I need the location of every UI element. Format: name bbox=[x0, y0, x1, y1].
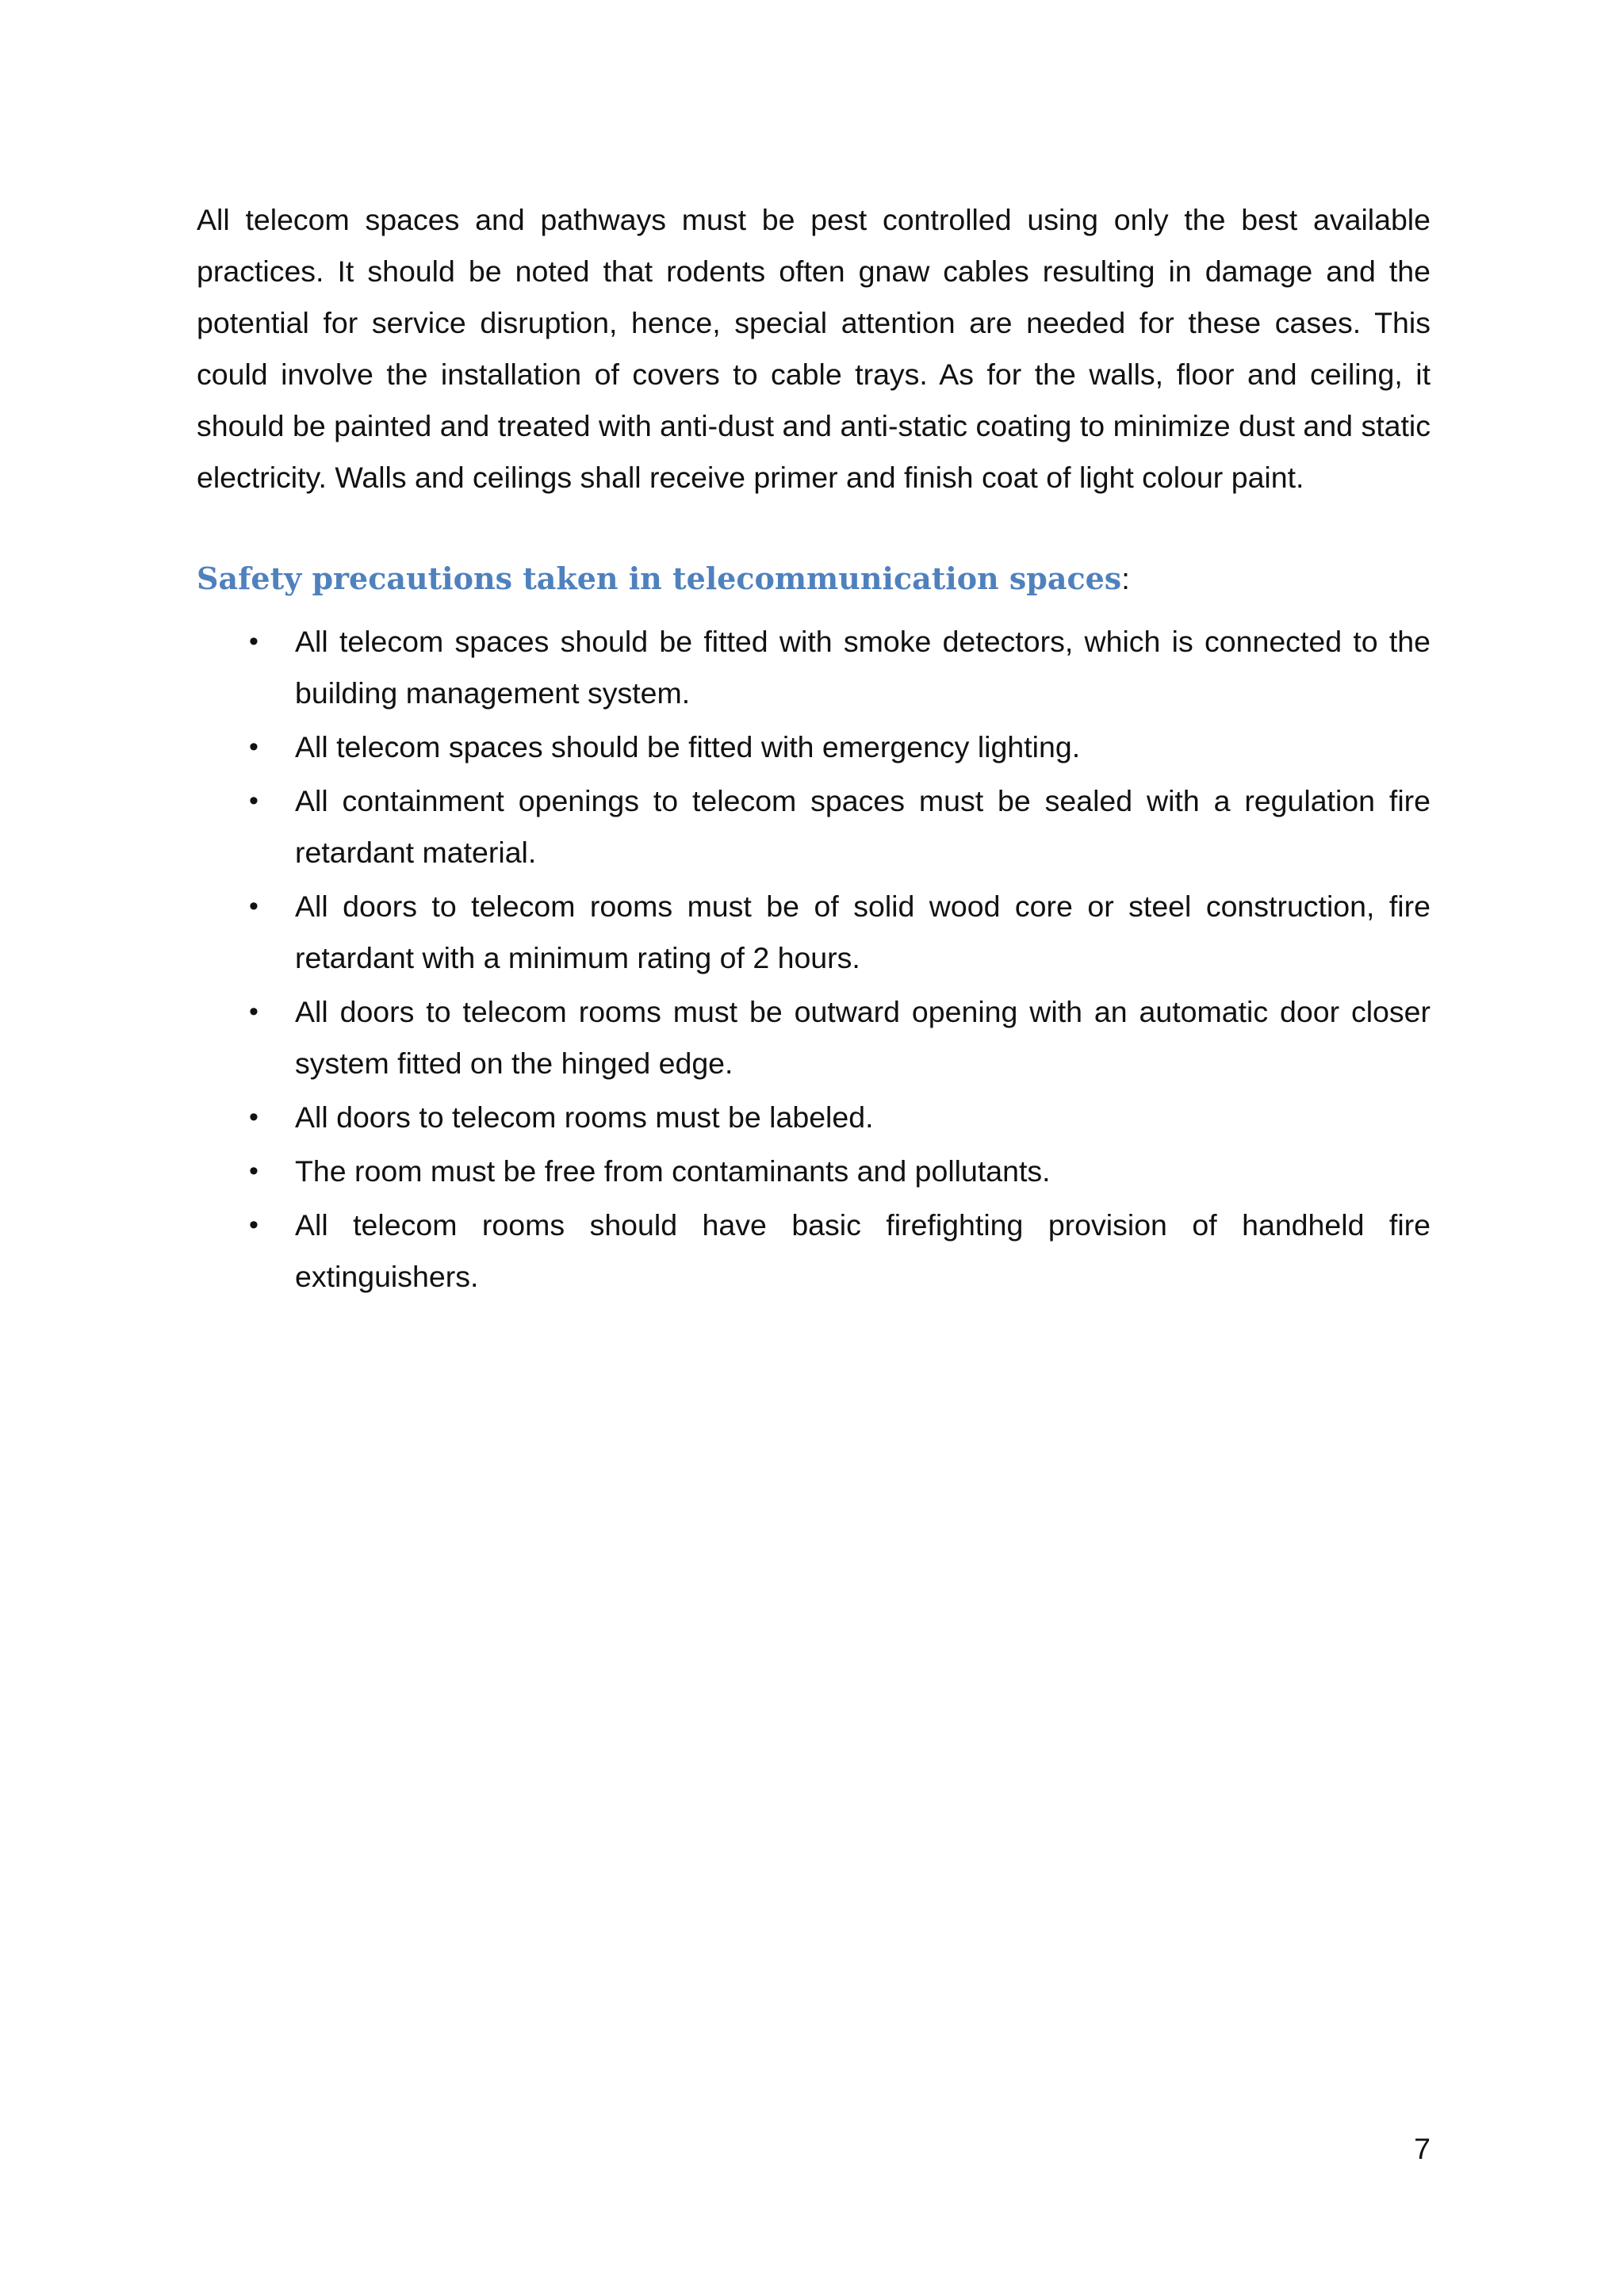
list-item bbox=[197, 775, 1431, 878]
list-item bbox=[197, 1092, 1431, 1143]
list-item bbox=[197, 881, 1431, 984]
list-item-text: All doors to telecom rooms must be outward opening with an automatic door closer system fitted on the hinged edge. bbox=[295, 995, 1431, 1080]
list-item-text: All telecom spaces should be fitted with smoke detectors, which is connected to the building management system. bbox=[295, 625, 1431, 710]
list-item bbox=[197, 1200, 1431, 1303]
bullet-icon: • bbox=[249, 786, 259, 816]
list-item-text: The room must be free from contaminants and pollutants. bbox=[295, 1154, 1051, 1188]
bullet-icon: • bbox=[249, 732, 259, 762]
section-heading-title: Safety precautions taken in telecommunication spaces bbox=[197, 561, 1122, 596]
bullet-icon: • bbox=[249, 891, 259, 921]
bullet-icon: • bbox=[249, 1210, 259, 1240]
list-item bbox=[197, 986, 1431, 1089]
list-item-text: All telecom spaces should be fitted with emergency lighting. bbox=[295, 730, 1081, 763]
bullet-icon: • bbox=[249, 997, 259, 1027]
list-item-text: All doors to telecom rooms must be of solid wood core or steel construction, fire retardant with a minimum rating of 2 hours. bbox=[295, 890, 1431, 974]
list-item-text: All doors to telecom rooms must be labeled. bbox=[295, 1100, 874, 1134]
bullet-icon: • bbox=[249, 1156, 259, 1186]
list-item bbox=[197, 721, 1431, 773]
safety-precautions-list bbox=[197, 616, 1431, 1305]
intro-paragraph: All telecom spaces and pathways must be pest controlled using only the best available practices. It should be noted that rodents often gnaw cables resulting in damage and the potential for service disruption, hence, special attention are needed for these cases. This could involve the installation of covers to cable trays. As for the walls, floor and ceiling, it should be painted and treated with anti-dust and anti-static coating to minimize dust and static electricity. Walls and ceilings shall receive primer and finish coat of light colour paint. bbox=[197, 203, 1431, 494]
list-item bbox=[197, 616, 1431, 719]
list-item bbox=[197, 1146, 1431, 1197]
bullet-icon: • bbox=[249, 1102, 259, 1132]
page-number: 7 bbox=[1414, 2132, 1431, 2165]
section-heading bbox=[197, 555, 1431, 603]
section-heading-colon: : bbox=[1121, 563, 1130, 596]
list-item-text: All telecom rooms should have basic firefighting provision of handheld fire extinguishers. bbox=[295, 1208, 1431, 1293]
list-item-text: All containment openings to telecom spaces must be sealed with a regulation fire retardant material. bbox=[295, 784, 1431, 869]
bullet-icon: • bbox=[249, 626, 259, 656]
